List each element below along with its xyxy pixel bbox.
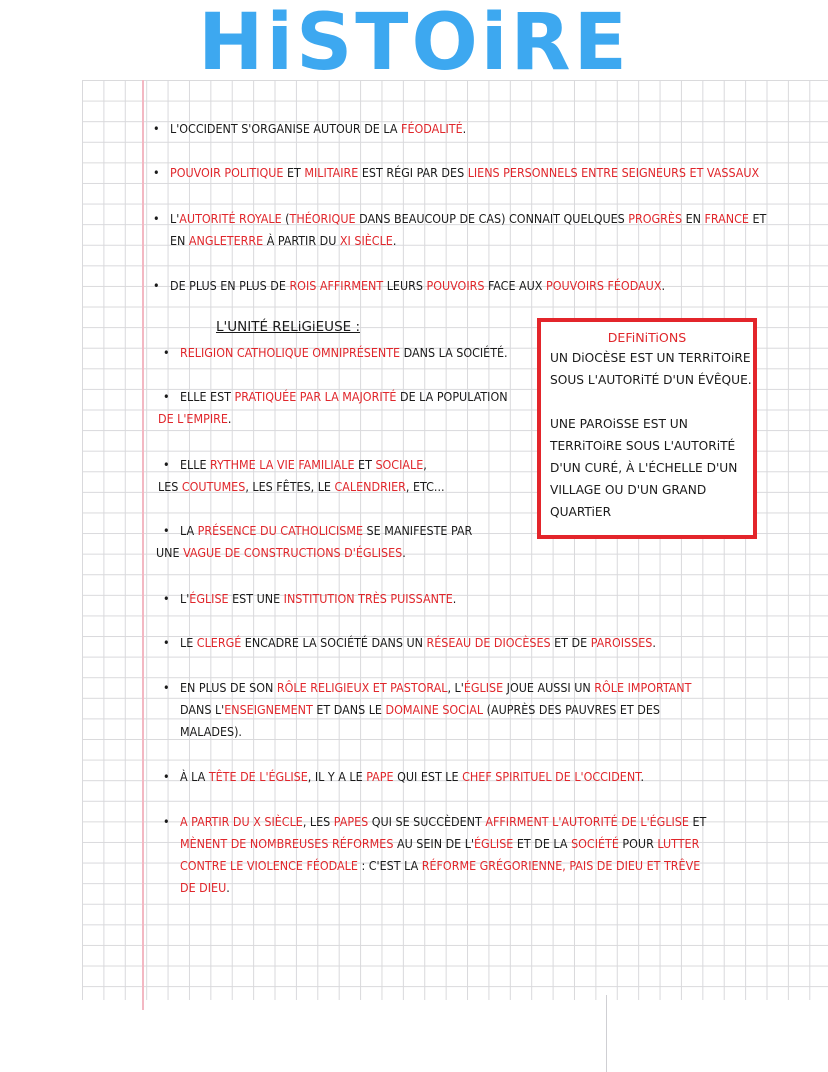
text-segment: DANS LA SOCIÉTÉ. xyxy=(400,345,508,360)
highlighted-text: RYTHME LA VIE FAMILIALE xyxy=(210,457,355,472)
text-segment: , L' xyxy=(447,680,464,695)
text-segment: LA xyxy=(180,523,198,538)
definition-line: D'UN CURÉ, À L'ÉCHELLE D'UN xyxy=(550,461,738,475)
bullet-continuation xyxy=(180,699,660,721)
highlighted-text: PAPES xyxy=(333,814,369,829)
highlighted-text: SOCIALE xyxy=(375,457,424,472)
text-segment: . xyxy=(227,411,232,426)
highlighted-text: MÈNENT DE NOMBREUSES RÉFORMES xyxy=(180,836,394,851)
bullet-point xyxy=(180,632,656,654)
text-segment: . xyxy=(661,278,666,293)
highlighted-text: CHEF SPIRITUEL DE L'OCCIDENT xyxy=(462,769,641,784)
text-segment: L' xyxy=(180,591,190,606)
text-segment: À PARTIR DU xyxy=(263,233,340,248)
highlighted-text: TÊTE DE L'ÉGLISE xyxy=(208,769,308,784)
text-segment: , IL Y A LE xyxy=(307,769,367,784)
highlighted-text: POUVOIRS xyxy=(426,278,485,293)
highlighted-text: ROIS AFFIRMENT xyxy=(289,278,384,293)
highlighted-text: DOMAINE SOCIAL xyxy=(385,702,484,717)
highlighted-text: MILITAIRE xyxy=(304,165,359,180)
highlighted-text: ENSEIGNEMENT xyxy=(224,702,313,717)
text-segment: , ETC... xyxy=(405,479,445,494)
text-segment: UNE xyxy=(156,545,184,560)
highlighted-text: RÔLE IMPORTANT xyxy=(594,680,692,695)
highlighted-text: PRATIQUÉE PAR LA MAJORITÉ xyxy=(234,389,397,404)
text-segment: ET xyxy=(688,814,707,829)
definition-line: UNE PAROiSSE EST UN xyxy=(550,417,688,431)
bullet-point xyxy=(180,386,508,408)
bullet-point xyxy=(180,677,691,699)
text-segment: ET xyxy=(354,457,376,472)
page-title: HiSTOiRE xyxy=(198,0,630,88)
definition-line: VILLAGE OU D'UN GRAND xyxy=(550,483,707,497)
highlighted-text: POUVOIR POLITIQUE xyxy=(170,165,284,180)
text-segment: L' xyxy=(170,211,180,226)
bullet-continuation xyxy=(180,721,242,743)
text-segment: QUI EST LE xyxy=(393,769,463,784)
highlighted-text: FRANCE xyxy=(704,211,749,226)
bullet-continuation xyxy=(170,230,396,252)
bullet-point xyxy=(170,208,766,230)
text-segment: ET xyxy=(748,211,767,226)
text-segment: . xyxy=(462,121,467,136)
text-segment: ENCADRE LA SOCIÉTÉ DANS UN xyxy=(241,635,427,650)
text-segment: SE MANIFESTE PAR xyxy=(363,523,473,538)
bullet-continuation xyxy=(158,408,231,430)
bullet-point xyxy=(170,275,665,297)
text-segment: ET xyxy=(283,165,305,180)
text-segment: , LES FÊTES, LE xyxy=(245,479,335,494)
text-segment: DE LA POPULATION xyxy=(396,389,508,404)
highlighted-text: ANGLETERRE xyxy=(188,233,264,248)
text-segment: ET DANS LE xyxy=(312,702,386,717)
text-segment: , LES xyxy=(302,814,334,829)
text-segment: . xyxy=(652,635,656,650)
text-segment: DANS BEAUCOUP DE CAS) CONNAIT QUELQUES xyxy=(355,211,629,226)
definition-line: QUARTiER xyxy=(550,505,612,519)
bullet-continuation xyxy=(180,833,699,855)
bullet-continuation xyxy=(158,476,445,498)
text-segment: QUI SE SUCCÈDENT xyxy=(368,814,486,829)
text-segment: ELLE xyxy=(180,457,211,472)
highlighted-text: AFFIRMENT L'AUTORITÉ DE L'ÉGLISE xyxy=(485,814,689,829)
text-segment: EST RÉGI PAR DES xyxy=(358,165,468,180)
text-segment: POUR xyxy=(618,836,658,851)
text-segment: . xyxy=(640,769,645,784)
text-segment: LEURS xyxy=(383,278,427,293)
bullet-point xyxy=(180,520,472,542)
highlighted-text: PAROISSES xyxy=(590,635,653,650)
bullet-continuation xyxy=(180,855,700,877)
text-segment: DE PLUS EN PLUS DE xyxy=(170,278,290,293)
highlighted-text: CALENDRIER xyxy=(334,479,406,494)
highlighted-text: DE L'EMPIRE xyxy=(158,411,228,426)
bullet-point xyxy=(180,811,706,833)
highlighted-text: ÉGLISE xyxy=(463,680,504,695)
definition-line: UN DiOCÈSE EST UN TERRiTOiRE xyxy=(550,351,751,365)
text-segment: EN xyxy=(682,211,705,226)
definitions-box xyxy=(537,318,757,539)
highlighted-text: THÉORIQUE xyxy=(289,211,356,226)
text-segment: . xyxy=(452,591,457,606)
highlighted-text: CONTRE LE VIOLENCE FÉODALE xyxy=(180,858,358,873)
highlighted-text: RÉFORME GRÉGORIENNE, PAIS DE DIEU ET TRÊVE xyxy=(421,858,701,873)
section-heading: L'UNITÉ RELiGiEUSE : xyxy=(216,319,361,335)
text-segment: : C'EST LA xyxy=(357,858,422,873)
text-segment: . xyxy=(402,545,406,560)
highlighted-text: PAPE xyxy=(366,769,394,784)
highlighted-text: LUTTER xyxy=(657,836,700,851)
text-segment: . xyxy=(226,880,230,895)
text-segment: LES xyxy=(158,479,182,494)
highlighted-text: INSTITUTION TRÈS PUISSANTE xyxy=(283,591,453,606)
text-segment: ET DE LA xyxy=(513,836,572,851)
highlighted-text: SOCIÉTÉ xyxy=(571,836,619,851)
highlighted-text: DE DIEU xyxy=(180,880,227,895)
text-segment: EN PLUS DE SON xyxy=(180,680,277,695)
text-segment: , xyxy=(423,457,427,472)
text-segment: AU SEIN DE L' xyxy=(393,836,475,851)
text-segment: ( xyxy=(281,211,290,226)
text-segment: MALADES). xyxy=(180,724,242,739)
definitions-heading: DEFiNiTiONS xyxy=(607,330,687,345)
text-segment: EN xyxy=(170,233,189,248)
highlighted-text: ÉGLISE xyxy=(189,591,229,606)
highlighted-text: LIENS PERSONNELS ENTRE SEIGNEURS ET VASSAUX xyxy=(467,165,760,180)
text-segment: DANS L' xyxy=(180,702,225,717)
highlighted-text: ÉGLISE xyxy=(474,836,514,851)
highlighted-text: VAGUE DE CONSTRUCTIONS D'ÉGLISES xyxy=(183,545,403,560)
text-segment: . xyxy=(392,233,397,248)
highlighted-text: PROGRÈS xyxy=(628,211,683,226)
highlighted-text: COUTUMES xyxy=(181,479,246,494)
bullet-point xyxy=(180,766,644,788)
page-edge-line xyxy=(606,995,607,1072)
definition-line: TERRiTOiRE SOUS L'AUTORiTÉ xyxy=(550,439,736,453)
bullet-point xyxy=(180,454,427,476)
highlighted-text: POUVOIRS FÉODAUX xyxy=(545,278,662,293)
highlighted-text: A PARTIR DU X SIÈCLE xyxy=(180,814,303,829)
text-segment: ELLE EST xyxy=(180,389,235,404)
text-segment: EST UNE xyxy=(228,591,284,606)
highlighted-text: PRÉSENCE DU CATHOLICISME xyxy=(197,523,363,538)
text-segment: FACE AUX xyxy=(484,278,546,293)
highlighted-text: AUTORITÉ ROYALE xyxy=(179,211,282,226)
bullet-point xyxy=(180,342,508,364)
highlighted-text: CLERGÉ xyxy=(196,635,242,650)
highlighted-text: RÔLE RELIGIEUX ET PASTORAL xyxy=(276,680,448,695)
bullet-continuation xyxy=(180,877,230,899)
text-segment: À LA xyxy=(180,769,209,784)
text-segment: ET DE xyxy=(550,635,591,650)
highlighted-text: RÉSEAU DE DIOCÈSES xyxy=(426,635,551,650)
highlighted-text: FÉODALITÉ xyxy=(401,121,463,136)
text-segment: L'OCCIDENT S'ORGANISE AUTOUR DE LA xyxy=(170,121,402,136)
text-segment: LE xyxy=(180,635,197,650)
bullet-continuation xyxy=(156,542,406,564)
bullet-point xyxy=(180,588,456,610)
text-segment: (AUPRÈS DES PAUVRES ET DES xyxy=(483,702,660,717)
highlighted-text: XI SIÈCLE xyxy=(339,233,393,248)
bullet-point xyxy=(170,162,759,184)
text-segment: JOUE AUSSI UN xyxy=(503,680,595,695)
margin-line xyxy=(142,80,144,1010)
bullet-point xyxy=(170,118,466,140)
highlighted-text: RELIGION CATHOLIQUE OMNIPRÉSENTE xyxy=(180,345,401,360)
definition-line: SOUS L'AUTORiTÉ D'UN ÉVÊQUE. xyxy=(550,373,752,387)
